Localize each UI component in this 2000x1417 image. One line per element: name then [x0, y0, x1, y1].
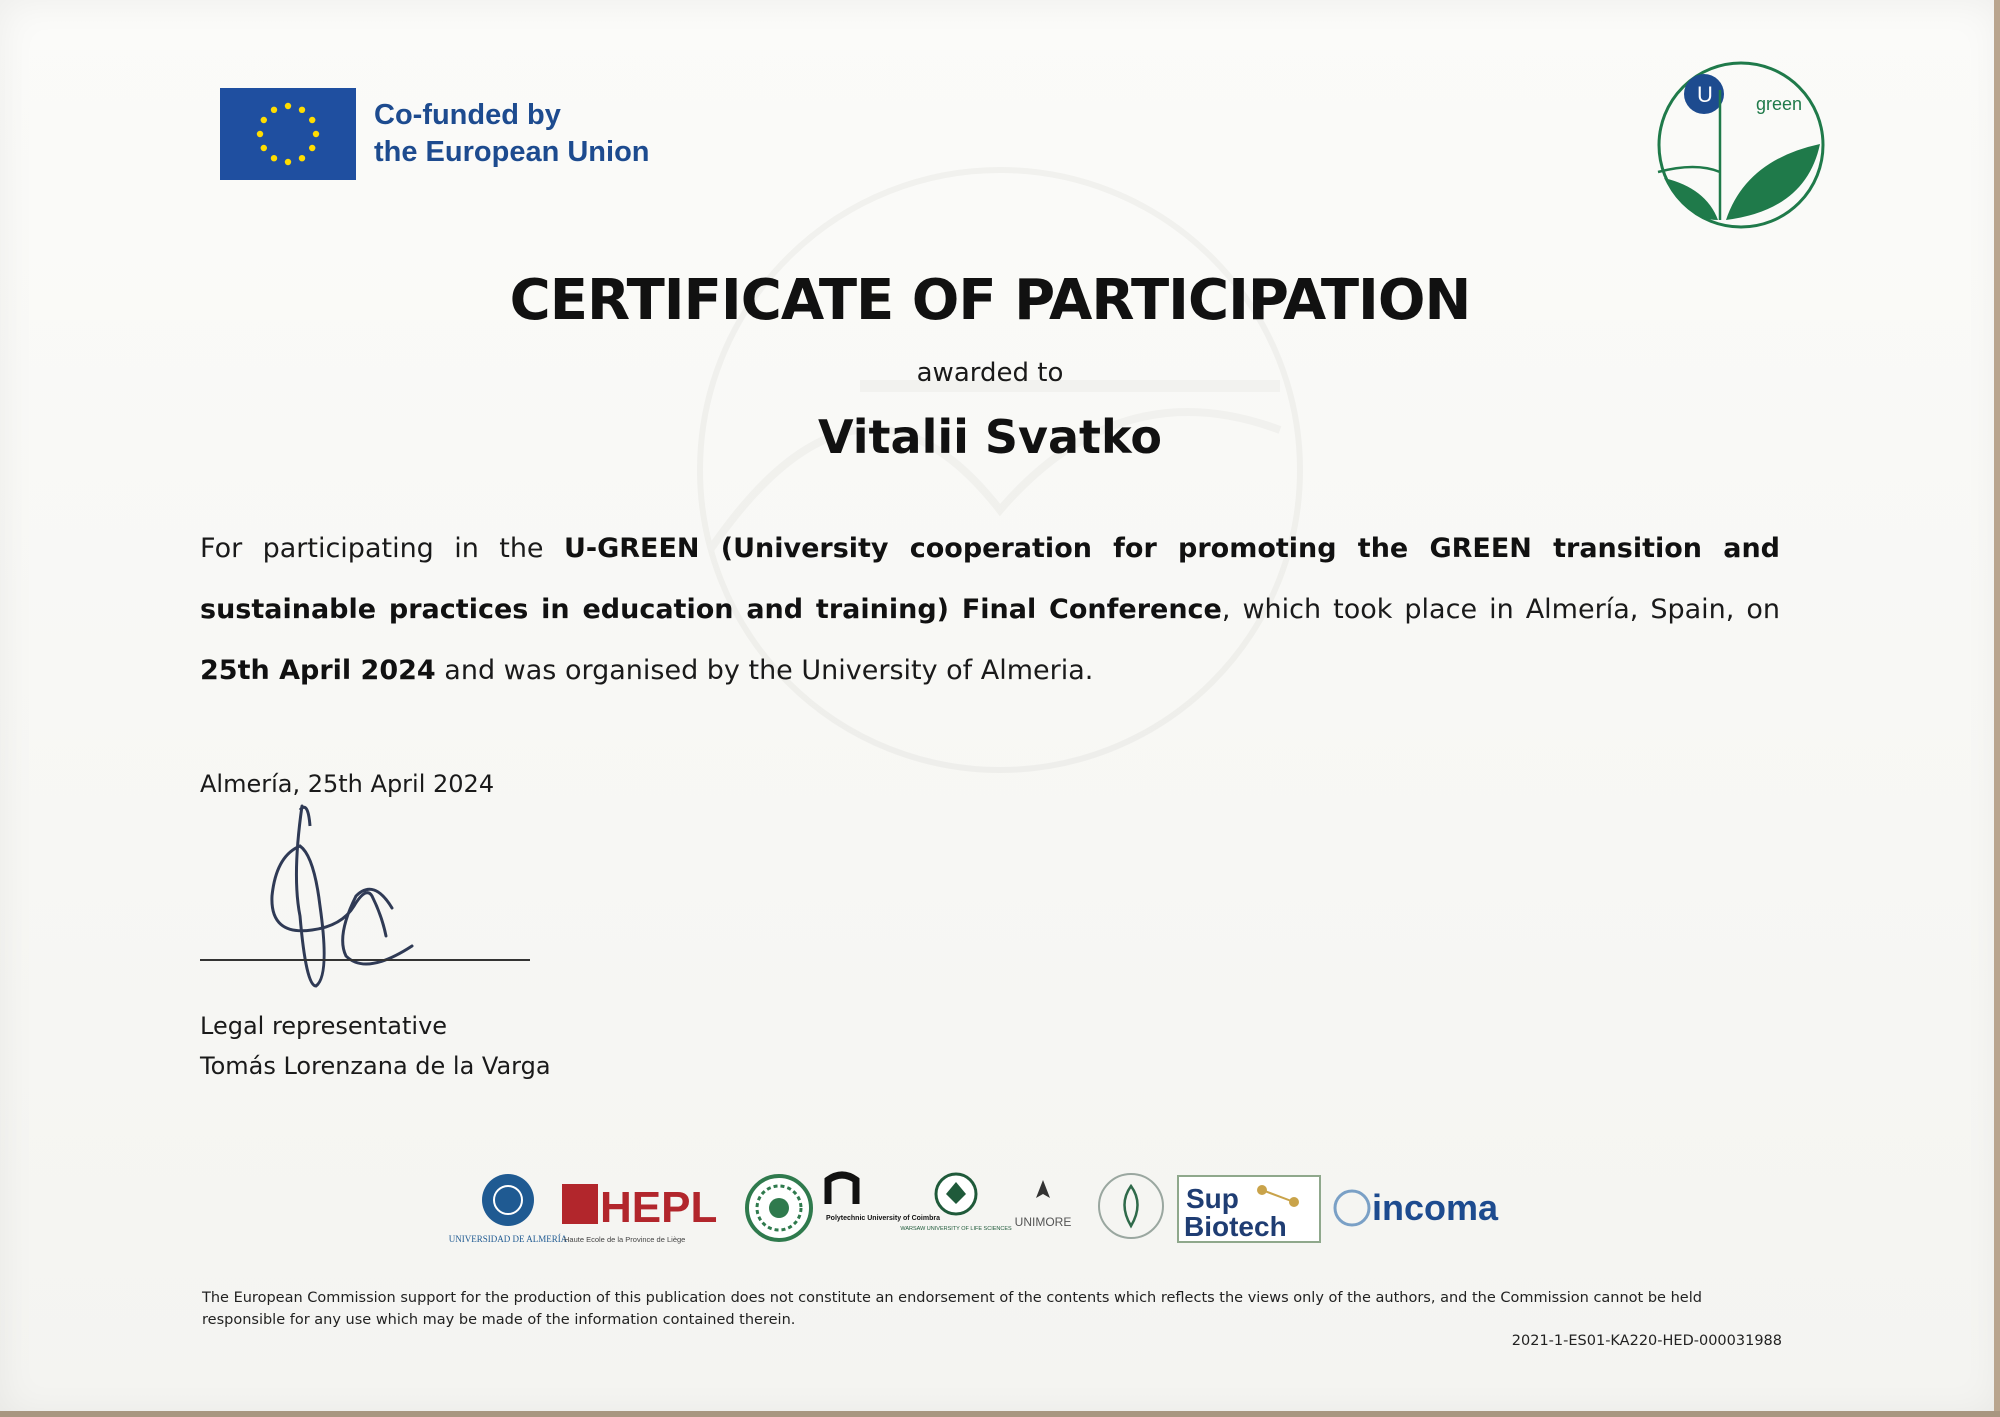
- coimbra-logo-text: Polytechnic University of Coimbra: [826, 1215, 940, 1222]
- university-of-almeria-logo: [448, 1168, 568, 1248]
- incoma-logo-text: incoma: [1372, 1187, 1499, 1228]
- polytechnic-coimbra-logo: [822, 1168, 940, 1248]
- representative-role: Legal representative: [200, 1012, 448, 1040]
- conference-name: U-GREEN (University cooperation for promoting the GREEN transition and sustainable practices in education and training) Final Conference: [200, 533, 1781, 625]
- sup-biotech-line-2: Biotech: [1184, 1211, 1287, 1242]
- ugreen-logo: [1656, 60, 1826, 230]
- partner-seal-logo: [742, 1168, 816, 1248]
- ugreen-watermark: [560, 130, 1440, 850]
- sup-biotech-logo: [1176, 1168, 1322, 1248]
- warsaw-university-logo: [900, 1168, 1012, 1248]
- unimore-logo-text: UNIMORE: [1014, 1215, 1072, 1229]
- eu-flag-icon: [220, 88, 356, 180]
- eu-disclaimer: The European Commission support for the production of this publication does not constitute an endorsement of the contents which reflects the views only of the authors, and the Commission cannot be held responsible for any use which may be made of the information contained therein.: [202, 1290, 1702, 1328]
- eu-star-icon: [261, 117, 267, 123]
- unimore-logo: [998, 1168, 1088, 1248]
- paper-edge-right: [1994, 0, 2000, 1417]
- eu-star-icon: [309, 145, 315, 151]
- body-part-5: and was organised by the University of Almeria.: [435, 655, 1094, 686]
- conference-date: 25th April 2024: [200, 655, 436, 686]
- eu-line-1: Co-funded by: [374, 99, 561, 131]
- ual-logo-text: UNIVERSIDAD DE ALMERÍA: [448, 1234, 568, 1244]
- eu-line-2: the European Union: [374, 136, 650, 168]
- awarded-to-label: awarded to: [916, 358, 1064, 388]
- hepl-logo-subtext: Haute Ecole de la Province de Liège: [564, 1235, 686, 1244]
- paper-edge-bottom: [0, 1411, 2000, 1417]
- handwritten-signature: [196, 796, 536, 996]
- hepl-logo: [560, 1168, 740, 1248]
- ugreen-logo-letter: U: [1697, 82, 1713, 107]
- eu-star-icon: [313, 131, 319, 137]
- certificate-body: [200, 518, 1780, 701]
- eu-funding-logo: [220, 88, 650, 180]
- eu-star-icon: [271, 107, 277, 113]
- sup-biotech-line-1: Sup: [1186, 1183, 1239, 1214]
- landbunadarhaskoli-logo: [1092, 1168, 1170, 1248]
- eu-funding-text: [374, 97, 650, 171]
- body-part-3: , which took place in Almería, Spain, on: [1221, 594, 1781, 625]
- place-and-date: Almería, 25th April 2024: [200, 770, 495, 798]
- ugreen-logo-text: green: [1756, 94, 1803, 114]
- eu-star-icon: [299, 107, 305, 113]
- warsaw-logo-text: WARSAW UNIVERSITY OF LIFE SCIENCES: [900, 1226, 1012, 1232]
- hepl-logo-text: HEPL: [600, 1183, 718, 1232]
- recipient-name: Vitalii Svatko: [817, 410, 1162, 464]
- certificate-title: CERTIFICATE OF PARTICIPATION: [509, 268, 1471, 333]
- project-id: 2021-1-ES01-KA220-HED-000031988: [1511, 1333, 1782, 1349]
- eu-star-icon: [299, 155, 305, 161]
- eu-star-icon: [285, 103, 291, 109]
- eu-star-icon: [257, 131, 263, 137]
- eu-star-icon: [285, 159, 291, 165]
- body-part-1: For participating in the: [200, 533, 564, 564]
- signature-line: [200, 959, 530, 961]
- eu-star-icon: [261, 145, 267, 151]
- representative-name: Tomás Lorenzana de la Varga: [200, 1052, 551, 1080]
- eu-star-icon: [309, 117, 315, 123]
- eu-star-icon: [271, 155, 277, 161]
- incoma-logo: [1332, 1168, 1522, 1248]
